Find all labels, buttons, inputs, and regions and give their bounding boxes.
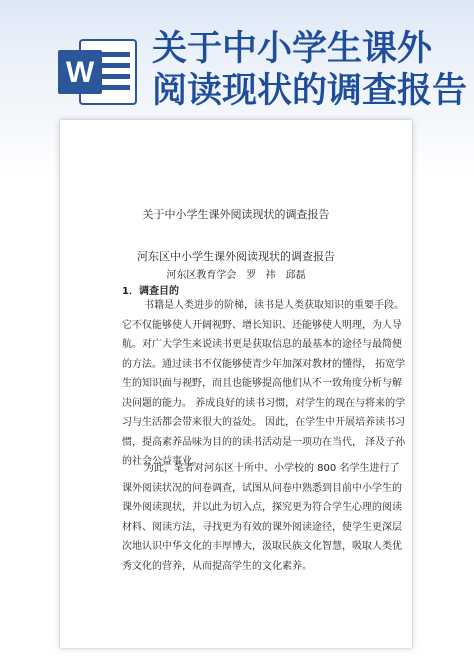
header-title	[152, 28, 470, 112]
text-line: 的社会公益事业。	[122, 456, 202, 467]
section-heading: 1．调查目的	[122, 286, 179, 297]
logo-letter: W	[65, 56, 95, 89]
running-title: 关于中小学生课外阅读现状的调查报告	[142, 208, 330, 221]
text-line: 生的知识面与视野，而且也能够提高他们从不一致角度分析与解	[122, 378, 402, 389]
text-line: 的方法。通过读书不仅能够使青少年加深对教材的懂得， 拓宽学	[122, 358, 406, 370]
text-line: 秀文化的营养，从而提高学生的文化素养。	[122, 560, 312, 572]
text-line: 为此，笔者对河东区十所中、小学校的 800 名学生进行了	[144, 463, 400, 474]
text-line: 课外阅读状况的问卷调查，试图从问卷中熟悉到目前中小学生的	[122, 482, 402, 494]
header-title-line-1: 关于中小学生课外	[152, 28, 433, 69]
text-line: 次地认识中华文化的丰厚博大，汲取民族文化智慧，吸取人类优	[122, 541, 402, 552]
word-document-icon	[58, 38, 138, 106]
text-line: 决问题的能力。 养成良好的读书习惯，对学生的现在与将来的学	[122, 397, 406, 409]
paragraph-1	[122, 296, 406, 472]
paragraph-2	[122, 459, 402, 576]
header-banner	[0, 0, 474, 118]
document-page	[60, 120, 412, 648]
text-line: 它不仅能够使人开阔视野、增长知识、还能够使人明理，为人导	[122, 319, 402, 331]
text-line: 航。对广大学生来说读书更是获取信息的最基本的途径与最简便	[122, 339, 402, 350]
document-author: 河东区教育学会 罗 祎 邱磊	[166, 270, 306, 281]
header-title-line-2: 阅读现状的调查报告	[152, 70, 468, 111]
text-line: 书籍是人类进步的阶梯，读书是人类获取知识的重要手段。	[144, 300, 404, 311]
text-line: 课外阅读现状，并以此为切入点，探究更为符合学生心理的阅读	[122, 502, 402, 513]
text-line: 习与生活都会带来很大的益处。 因此，在学生中开展培养读书习	[122, 417, 406, 428]
text-line: 惯，提高素养品味为目的的读书活动是一项功在当代， 泽及子孙	[122, 436, 406, 448]
document-title: 河东区中小学生课外阅读现状的调查报告	[137, 250, 335, 263]
text-line: 材料、阅读方法，寻找更为有效的课外阅读途径，使学生更深层	[122, 521, 402, 533]
